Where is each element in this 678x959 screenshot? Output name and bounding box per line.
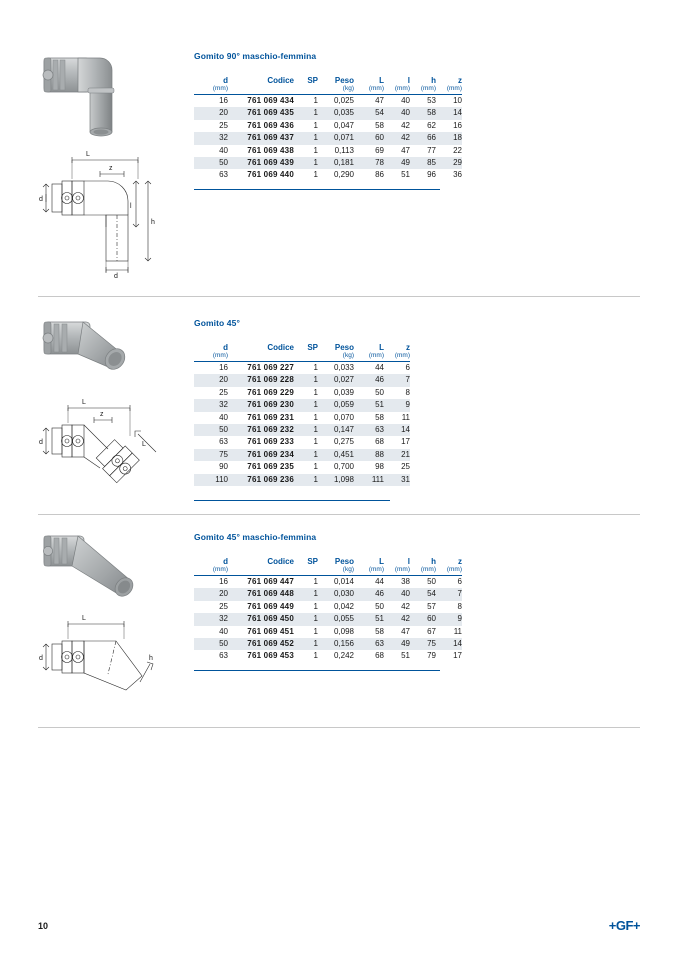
cell-z: 11	[453, 626, 462, 636]
cell-codice: 761 069 235	[247, 462, 294, 472]
cell-l: 49	[384, 157, 410, 169]
cell-L: 54	[354, 107, 384, 119]
dim-label-L2: L	[142, 441, 146, 448]
dim-label-L: L	[82, 615, 86, 622]
cell-peso: 0,033	[318, 362, 354, 375]
cell-d: 63	[219, 651, 228, 661]
col-head-codice: Codice	[267, 76, 294, 85]
cell-h: 75	[410, 638, 436, 650]
cell-z: 31	[384, 474, 410, 486]
cell-codice: 761 069 449	[247, 601, 294, 611]
col-unit-L: (mm)	[368, 352, 384, 359]
table-row	[194, 374, 410, 386]
cell-codice: 761 069 227	[228, 362, 294, 375]
table-row	[194, 588, 462, 600]
cell-z: 16	[453, 120, 462, 130]
page-number: 10	[38, 921, 49, 931]
col-head-l: l	[407, 76, 410, 85]
col-unit-peso: (kg)	[342, 352, 354, 359]
cell-sp: 1	[294, 132, 318, 144]
cell-h: 62	[427, 120, 436, 130]
cell-l: 40	[384, 107, 410, 119]
col-unit-peso: (kg)	[342, 566, 354, 573]
spec-table-2	[194, 343, 410, 486]
cell-codice: 761 069 447	[228, 576, 294, 589]
cell-z: 14	[436, 107, 462, 119]
cell-h: 67	[427, 626, 436, 636]
col-unit-d: (mm)	[212, 566, 228, 573]
table-row	[194, 650, 462, 662]
table-units-row	[194, 566, 462, 576]
col-head-peso: Peso	[334, 557, 354, 566]
cell-z: 9	[436, 613, 462, 625]
cell-z: 8	[405, 387, 410, 397]
technical-drawing-3	[38, 612, 173, 712]
section-divider-2	[38, 514, 640, 515]
cell-peso: 0,700	[333, 462, 354, 472]
cell-codice: 761 069 434	[228, 95, 294, 108]
col-head-L: L	[379, 557, 384, 566]
dim-label-L: L	[82, 399, 86, 406]
cell-d: 63	[219, 437, 228, 447]
cell-z: 7	[384, 374, 410, 386]
col-unit-d: (mm)	[212, 85, 228, 92]
dim-label-h: h	[151, 219, 155, 226]
cell-h: 66	[410, 132, 436, 144]
cell-L: 44	[354, 576, 384, 589]
cell-l: 42	[401, 120, 410, 130]
cell-codice: 761 069 233	[247, 437, 294, 447]
table-row	[194, 107, 462, 119]
cell-d: 20	[194, 107, 228, 119]
brand-logo: +GF+	[608, 918, 640, 933]
cell-codice: 761 069 452	[228, 638, 294, 650]
col-head-l: l	[407, 557, 410, 566]
col-head-d: d	[223, 343, 228, 352]
table-row	[194, 601, 462, 613]
section-divider-3	[38, 727, 640, 728]
dim-label-d: d	[39, 655, 43, 662]
col-head-codice: Codice	[267, 557, 294, 566]
cell-l: 47	[401, 145, 410, 155]
product-photo-2	[38, 312, 158, 392]
cell-z: 21	[384, 449, 410, 461]
cell-l: 42	[384, 613, 410, 625]
cell-peso: 0,042	[333, 601, 354, 611]
cell-sp: 1	[313, 120, 318, 130]
cell-h: 60	[410, 613, 436, 625]
table-row	[194, 95, 462, 108]
col-head-z: z	[458, 557, 462, 566]
cell-z: 18	[436, 132, 462, 144]
table-units-row	[194, 352, 410, 362]
cell-codice: 761 069 450	[228, 613, 294, 625]
cell-peso: 0,027	[318, 374, 354, 386]
col-unit-l: (mm)	[394, 85, 410, 92]
cell-codice: 761 069 234	[228, 449, 294, 461]
col-head-peso: Peso	[334, 76, 354, 85]
cell-codice: 761 069 231	[247, 412, 294, 422]
cell-d: 40	[219, 145, 228, 155]
cell-L: 78	[354, 157, 384, 169]
col-unit-z: (mm)	[394, 352, 410, 359]
cell-sp: 1	[294, 157, 318, 169]
cell-sp: 1	[294, 424, 318, 436]
col-unit-z: (mm)	[446, 85, 462, 92]
cell-codice: 761 069 451	[247, 626, 294, 636]
cell-L: 51	[354, 399, 384, 411]
cell-L: 68	[375, 437, 384, 447]
cell-d: 20	[194, 588, 228, 600]
table-row	[194, 449, 410, 461]
cell-sp: 1	[294, 374, 318, 386]
cell-d: 40	[219, 626, 228, 636]
col-unit-h: (mm)	[420, 85, 436, 92]
spec-table-3	[194, 557, 462, 663]
dim-label-l: l	[130, 203, 132, 210]
cell-h: 53	[410, 95, 436, 108]
col-head-z: z	[458, 76, 462, 85]
cell-d: 32	[194, 132, 228, 144]
cell-d: 25	[219, 120, 228, 130]
cell-d: 110	[194, 474, 228, 486]
col-unit-sp	[294, 352, 318, 362]
dim-label-z: z	[109, 165, 113, 172]
table-bottom-rule-3	[194, 670, 440, 671]
cell-sp: 1	[294, 449, 318, 461]
cell-L: 58	[375, 120, 384, 130]
cell-sp: 1	[313, 437, 318, 447]
cell-codice: 761 069 438	[247, 145, 294, 155]
cell-peso: 0,147	[318, 424, 354, 436]
cell-L: 58	[375, 412, 384, 422]
cell-sp: 1	[294, 613, 318, 625]
cell-z: 8	[457, 601, 462, 611]
cell-L: 47	[354, 95, 384, 108]
cell-sp: 1	[313, 651, 318, 661]
cell-z: 36	[453, 170, 462, 180]
cell-L: 58	[375, 626, 384, 636]
cell-z: 9	[384, 399, 410, 411]
cell-z: 17	[453, 651, 462, 661]
cell-peso: 0,242	[333, 651, 354, 661]
table-row	[194, 436, 410, 448]
cell-codice: 761 069 440	[247, 170, 294, 180]
cell-h: 58	[410, 107, 436, 119]
cell-z: 17	[401, 437, 410, 447]
cell-z: 14	[384, 424, 410, 436]
cell-h: 77	[427, 145, 436, 155]
cell-peso: 0,156	[318, 638, 354, 650]
cell-sp: 1	[294, 474, 318, 486]
cell-peso: 0,030	[318, 588, 354, 600]
cell-peso: 0,059	[318, 399, 354, 411]
cell-peso: 0,047	[333, 120, 354, 130]
col-head-h: h	[431, 557, 436, 566]
cell-L: 51	[354, 613, 384, 625]
product-photo-1	[38, 44, 158, 149]
cell-peso: 0,039	[333, 387, 354, 397]
cell-d: 75	[194, 449, 228, 461]
cell-peso: 0,071	[318, 132, 354, 144]
table-units-row	[194, 85, 462, 95]
cell-codice: 761 069 229	[247, 387, 294, 397]
col-unit-peso: (kg)	[342, 85, 354, 92]
cell-sp: 1	[313, 170, 318, 180]
cell-sp: 1	[313, 145, 318, 155]
table-header-row	[194, 343, 410, 352]
cell-z: 14	[436, 638, 462, 650]
cell-d: 40	[219, 412, 228, 422]
cell-L: 98	[375, 462, 384, 472]
cell-l: 42	[384, 132, 410, 144]
table-bottom-rule-1	[194, 189, 440, 190]
section-divider-1	[38, 296, 640, 297]
cell-sp: 1	[313, 601, 318, 611]
cell-L: 46	[354, 374, 384, 386]
cell-h: 57	[427, 601, 436, 611]
table-row	[194, 474, 410, 486]
cell-L: 50	[375, 387, 384, 397]
cell-h: 85	[410, 157, 436, 169]
product-title-2: Gomito 45°	[194, 318, 240, 328]
col-head-codice: Codice	[267, 343, 294, 352]
cell-l: 51	[401, 651, 410, 661]
product-title-1: Gomito 90° maschio-femmina	[194, 51, 317, 61]
cell-h: 54	[410, 588, 436, 600]
cell-d: 32	[194, 613, 228, 625]
cell-d: 16	[194, 576, 228, 589]
col-head-peso: Peso	[334, 343, 354, 352]
cell-L: 50	[375, 601, 384, 611]
table-row	[194, 626, 462, 638]
cell-sp: 1	[294, 95, 318, 108]
dim-label-d2: d	[39, 196, 43, 203]
cell-L: 88	[354, 449, 384, 461]
cell-l: 51	[401, 170, 410, 180]
table-header-row	[194, 76, 462, 85]
cell-sp: 1	[294, 576, 318, 589]
cell-h: 96	[427, 170, 436, 180]
col-unit-codice	[228, 352, 294, 362]
cell-codice: 761 069 228	[228, 374, 294, 386]
cell-L: 44	[354, 362, 384, 375]
table-row	[194, 576, 462, 589]
table-row	[194, 424, 410, 436]
cell-L: 63	[354, 424, 384, 436]
col-head-d: d	[223, 76, 228, 85]
col-unit-z: (mm)	[446, 566, 462, 573]
col-unit-codice	[228, 85, 294, 95]
col-unit-h: (mm)	[420, 566, 436, 573]
cell-peso: 0,290	[333, 170, 354, 180]
cell-z: 22	[453, 145, 462, 155]
cell-l: 38	[384, 576, 410, 589]
cell-d: 20	[194, 374, 228, 386]
table-bottom-rule-2	[194, 500, 390, 501]
cell-d: 16	[194, 362, 228, 375]
cell-L: 86	[375, 170, 384, 180]
cell-codice: 761 069 436	[247, 120, 294, 130]
cell-d: 90	[219, 462, 228, 472]
cell-d: 25	[219, 387, 228, 397]
cell-d: 32	[194, 399, 228, 411]
col-head-sp: SP	[307, 76, 318, 85]
cell-sp: 1	[294, 638, 318, 650]
cell-d: 63	[219, 170, 228, 180]
product-photo-3	[38, 528, 158, 610]
cell-peso: 1,098	[318, 474, 354, 486]
cell-peso: 0,275	[333, 437, 354, 447]
cell-d: 50	[194, 157, 228, 169]
col-head-L: L	[379, 76, 384, 85]
cell-L: 63	[354, 638, 384, 650]
cell-codice: 761 069 453	[247, 651, 294, 661]
cell-sp: 1	[313, 462, 318, 472]
cell-sp: 1	[313, 412, 318, 422]
cell-d: 50	[194, 638, 228, 650]
cell-peso: 0,055	[318, 613, 354, 625]
table-row	[194, 169, 462, 181]
cell-d: 50	[194, 424, 228, 436]
dim-label-d: d	[114, 273, 118, 278]
cell-peso: 0,035	[318, 107, 354, 119]
col-head-sp: SP	[307, 557, 318, 566]
col-head-h: h	[431, 76, 436, 85]
cell-codice: 761 069 236	[228, 474, 294, 486]
cell-codice: 761 069 448	[228, 588, 294, 600]
cell-d: 16	[194, 95, 228, 108]
cell-codice: 761 069 439	[228, 157, 294, 169]
cell-L: 68	[375, 651, 384, 661]
cell-z: 6	[384, 362, 410, 375]
cell-peso: 0,181	[318, 157, 354, 169]
col-unit-l: (mm)	[394, 566, 410, 573]
cell-peso: 0,014	[318, 576, 354, 589]
cell-z: 25	[401, 462, 410, 472]
cell-z: 7	[436, 588, 462, 600]
cell-L: 60	[354, 132, 384, 144]
col-head-d: d	[223, 557, 228, 566]
cell-h: 79	[427, 651, 436, 661]
table-row	[194, 120, 462, 132]
dim-label-L: L	[86, 151, 90, 158]
col-head-L: L	[379, 343, 384, 352]
cell-l: 40	[384, 588, 410, 600]
table-header-row	[194, 557, 462, 566]
cell-sp: 1	[294, 362, 318, 375]
table-row	[194, 399, 410, 411]
cell-sp: 1	[294, 588, 318, 600]
cell-z: 10	[436, 95, 462, 108]
cell-codice: 761 069 435	[228, 107, 294, 119]
col-unit-d: (mm)	[212, 352, 228, 359]
table-row	[194, 387, 410, 399]
table-row	[194, 461, 410, 473]
dim-label-z: z	[100, 411, 104, 418]
cell-peso: 0,098	[333, 626, 354, 636]
cell-sp: 1	[313, 387, 318, 397]
table-row	[194, 613, 462, 625]
table-row	[194, 132, 462, 144]
cell-l: 40	[384, 95, 410, 108]
cell-peso: 0,025	[318, 95, 354, 108]
cell-h: 50	[410, 576, 436, 589]
technical-drawing-1	[38, 148, 173, 278]
table-row	[194, 638, 462, 650]
col-unit-sp	[294, 85, 318, 95]
cell-L: 46	[354, 588, 384, 600]
cell-L: 111	[354, 474, 384, 486]
cell-codice: 761 069 437	[228, 132, 294, 144]
dim-label-h: h	[149, 655, 153, 662]
cell-peso: 0,451	[318, 449, 354, 461]
col-head-z: z	[406, 343, 410, 352]
col-head-sp: SP	[307, 343, 318, 352]
cell-sp: 1	[294, 107, 318, 119]
table-row	[194, 412, 410, 424]
table-row	[194, 362, 410, 375]
spec-table-1	[194, 76, 462, 182]
cell-sp: 1	[294, 399, 318, 411]
cell-z: 11	[401, 412, 410, 422]
cell-l: 47	[401, 626, 410, 636]
cell-z: 6	[436, 576, 462, 589]
col-unit-L: (mm)	[368, 566, 384, 573]
cell-z: 29	[436, 157, 462, 169]
cell-l: 42	[401, 601, 410, 611]
table-row	[194, 145, 462, 157]
cell-codice: 761 069 230	[228, 399, 294, 411]
cell-peso: 0,070	[333, 412, 354, 422]
dim-label-d: d	[39, 439, 43, 446]
cell-L: 69	[375, 145, 384, 155]
cell-l: 49	[384, 638, 410, 650]
cell-peso: 0,113	[334, 145, 354, 155]
table-row	[194, 157, 462, 169]
col-unit-codice	[228, 566, 294, 576]
cell-sp: 1	[313, 626, 318, 636]
technical-drawing-2	[38, 396, 173, 496]
col-unit-sp	[294, 566, 318, 576]
cell-d: 25	[219, 601, 228, 611]
col-unit-L: (mm)	[368, 85, 384, 92]
cell-codice: 761 069 232	[228, 424, 294, 436]
product-title-3: Gomito 45° maschio-femmina	[194, 532, 317, 542]
